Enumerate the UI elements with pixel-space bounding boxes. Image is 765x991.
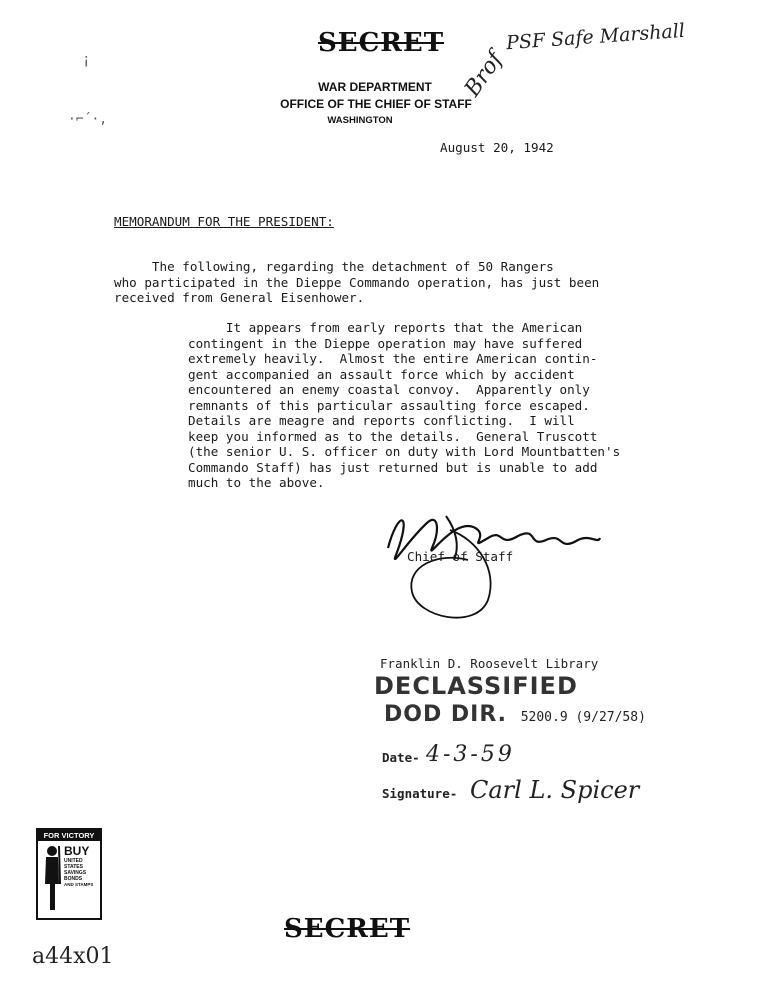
office-name: OFFICE OF THE CHIEF OF STAFF: [280, 97, 472, 111]
intro-line: received from General Eisenhower.: [114, 290, 365, 305]
stamp-status: DECLASSIFIED: [374, 672, 578, 700]
stamp-date-value: 4-3-59: [426, 742, 515, 767]
department-name: WAR DEPARTMENT: [318, 80, 432, 94]
stray-mark: ·⌐´·,: [68, 112, 108, 127]
quote-line: extremely heavily. Almost the entire American contin-: [188, 351, 598, 366]
quote-line: remnants of this particular assaulting force escaped.: [188, 397, 590, 413]
bond-line: BONDS: [64, 876, 83, 882]
quote-line: much to the above.: [188, 475, 325, 490]
bond-line: AND STAMPS: [64, 882, 94, 887]
war-bond-poster: [36, 828, 102, 920]
stamp-signature-value: Carl L. Spicer: [470, 776, 640, 804]
handwritten-mark: Brof: [460, 47, 509, 102]
stamp-date-label: Date-: [382, 750, 420, 765]
city-name: WASHINGTON: [327, 115, 393, 126]
stamp-signature-label: Signature-: [382, 786, 458, 801]
bond-line: SAVINGS: [64, 870, 87, 876]
intro-line: The following, regarding the detachment of 50 Rangers: [114, 259, 554, 274]
bond-line: UNITED: [64, 858, 83, 864]
quote-line: keep you informed as to the details. General Truscott: [188, 428, 598, 444]
file-number: a44x01: [32, 944, 114, 969]
stamp-library: Franklin D. Roosevelt Library: [380, 656, 599, 671]
memo-addressee: MEMORANDUM FOR THE PRESIDENT:: [114, 214, 334, 229]
stray-mark: ¡: [82, 52, 91, 68]
quoted-message: [188, 320, 620, 491]
quote-line: Details are meagre and reports conflicting. I will: [188, 413, 575, 428]
intro-paragraph: [114, 259, 599, 306]
quote-line: Commando Staff) has just returned but is unable to add: [188, 459, 598, 475]
bond-line: STATES: [64, 864, 83, 870]
handwritten-file-note: PSF Safe Marshall: [505, 19, 686, 55]
classification-bottom: SECRET: [284, 914, 411, 944]
bond-top-banner: FOR VICTORY: [38, 830, 100, 841]
quote-line: (the senior U. S. officer on duty with Lord Mountbatten's: [188, 444, 621, 459]
stamp-authority: [384, 702, 646, 727]
quote-line: gent accompanied an assault force which by accident: [188, 366, 575, 382]
stamp-authority-ref: 5200.9 (9/27/58): [520, 710, 646, 725]
stamp-authority-prefix: DOD DIR.: [384, 702, 508, 727]
quote-line: contingent in the Dieppe operation may have suffered: [188, 335, 583, 351]
quote-line: It appears from early reports that the American: [188, 320, 583, 335]
classification-top: SECRET: [318, 28, 445, 58]
memo-date: August 20, 1942: [440, 140, 554, 155]
quote-line: encountered an enemy coastal convoy. Apparently only: [188, 382, 590, 397]
bond-buy: BUY: [64, 844, 90, 858]
soldier-icon: [41, 844, 63, 914]
signature-scrawl: [368, 500, 608, 630]
intro-line: who participated in the Dieppe Commando operation, has just been: [114, 274, 600, 290]
signature-title: Chief of Staff: [407, 549, 514, 564]
